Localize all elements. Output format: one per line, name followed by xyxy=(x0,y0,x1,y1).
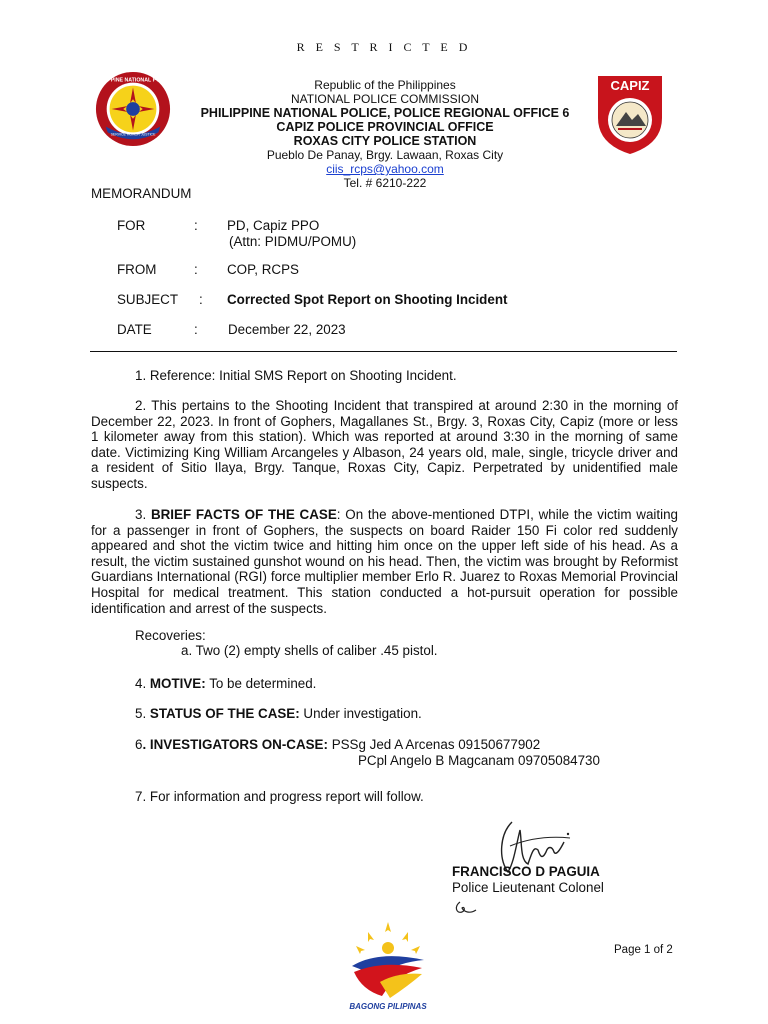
paragraph-brief-facts xyxy=(91,507,678,616)
bagong-pilipinas-logo xyxy=(338,920,438,1012)
status-body: Under investigation. xyxy=(303,706,422,721)
memo-for-attn: (Attn: PIDMU/POMU) xyxy=(229,234,357,249)
brief-facts-body: : On the above-mentioned DTPI, while the victim waiting for a passenger in front of Gophers, the suspects on board Raider 150 Fi color red suddenly appeared and shot the victim twice and hitting him once on the upper left side of his head. As a result, the victim sustained gunshot wound on his head. Then, the victim was brought by Reformist Guardians International (RGI) force multiplier member Erlo R. Juarez to Roxas Memorial Provincial Hospital for medical treatment. This station conducted a hot-pursuit operation for possible identification and arrest of the suspects. xyxy=(91,507,678,616)
memo-subject-value: Corrected Spot Report on Shooting Incident xyxy=(227,292,508,307)
header-email-link[interactable]: ciis_rcps@yahoo.com xyxy=(326,162,444,176)
recoveries-label: Recoveries: xyxy=(135,628,206,643)
classification-label: R E S T R I C T E D xyxy=(296,40,472,54)
status-heading: STATUS OF THE CASE: xyxy=(149,706,300,721)
memo-subject-label: SUBJECT xyxy=(117,292,179,307)
memo-colon: : xyxy=(199,292,203,307)
memo-for-label: FOR xyxy=(117,218,146,233)
memo-for-value: PD, Capiz PPO xyxy=(227,218,320,233)
header-station: ROXAS CITY POLICE STATION xyxy=(293,134,477,148)
letterhead xyxy=(150,78,620,190)
signatory-title: Police Lieutenant Colonel xyxy=(452,880,604,895)
brief-facts-number: 3. xyxy=(135,507,147,522)
status-number: 5. xyxy=(135,706,147,721)
signatory-name: FRANCISCO D PAGUIA xyxy=(452,864,600,879)
header-address: Pueblo De Panay, Brgy. Lawaan, Roxas City xyxy=(266,148,504,162)
initials-mark xyxy=(454,898,478,918)
divider-line xyxy=(90,351,677,352)
paragraph-reference: 1. Reference: Initial SMS Report on Shooting Incident. xyxy=(135,368,457,383)
paragraph-closing: 7. For information and progress report will follow. xyxy=(135,789,424,804)
page-number: Page 1 of 2 xyxy=(614,944,673,956)
recoveries-item: a. Two (2) empty shells of caliber .45 pistol. xyxy=(181,643,438,658)
header-republic: Republic of the Philippines xyxy=(314,78,456,92)
paragraph-incident: 2. This pertains to the Shooting Incident that transpired at around 2:30 in the morning of December 22, 2023. In front of Gophers, Magallanes St., Brgy. 3, Roxas City, Capiz (more or less 1 kilometer away from this station). Which was reported at around 3:30 in the morning of same date. Victimizing King William Arcangeles y Albason, 24 years old, male, single, tricycle driver and a resident of Sitio Ilaya, Brgy. Tanque, Roxas City, Capiz. Perpetrated by unidentified male suspects. xyxy=(91,398,678,491)
header-tel: Tel. # 6210-222 xyxy=(343,176,427,190)
pnp-seal-banner: SERVICE HONOR JUSTICE xyxy=(110,132,156,137)
memo-from-label: FROM xyxy=(117,262,157,277)
header-napolcom: NATIONAL POLICE COMMISSION xyxy=(290,92,480,106)
brief-facts-heading: BRIEF FACTS OF THE CASE xyxy=(150,507,337,522)
memo-colon: : xyxy=(194,322,198,337)
paragraph-status xyxy=(135,706,422,722)
header-pnp-region: PHILIPPINE NATIONAL POLICE, POLICE REGIONAL OFFICE 6 xyxy=(200,106,570,120)
motive-body: To be determined. xyxy=(209,676,317,691)
investigator-2: PCpl Angelo B Magcanam 09705084730 xyxy=(358,753,600,768)
investigator-1: PSSg Jed A Arcenas 09150677902 xyxy=(331,737,541,752)
memo-from-value: COP, RCPS xyxy=(227,262,299,277)
capiz-logo-text: CAPIZ xyxy=(610,78,650,93)
motive-number: 4. xyxy=(135,676,147,691)
pnp-seal-text: PHILIPPINE NATIONAL POLICE xyxy=(94,77,172,84)
investigators-number: 6 xyxy=(135,737,143,752)
paragraph-investigators xyxy=(135,737,540,753)
memo-colon: : xyxy=(194,218,198,233)
paragraph-motive xyxy=(135,676,316,692)
memo-colon: : xyxy=(194,262,198,277)
investigators-heading: . INVESTIGATORS ON-CASE: xyxy=(142,737,328,752)
motive-heading: MOTIVE: xyxy=(149,676,206,691)
memo-label: MEMORANDUM xyxy=(91,186,192,201)
memo-date-label: DATE xyxy=(117,322,152,337)
memo-date-value: December 22, 2023 xyxy=(228,322,346,337)
bagong-pilipinas-text: BAGONG PILIPINAS xyxy=(349,1002,427,1011)
header-provincial-office: CAPIZ POLICE PROVINCIAL OFFICE xyxy=(276,120,494,134)
